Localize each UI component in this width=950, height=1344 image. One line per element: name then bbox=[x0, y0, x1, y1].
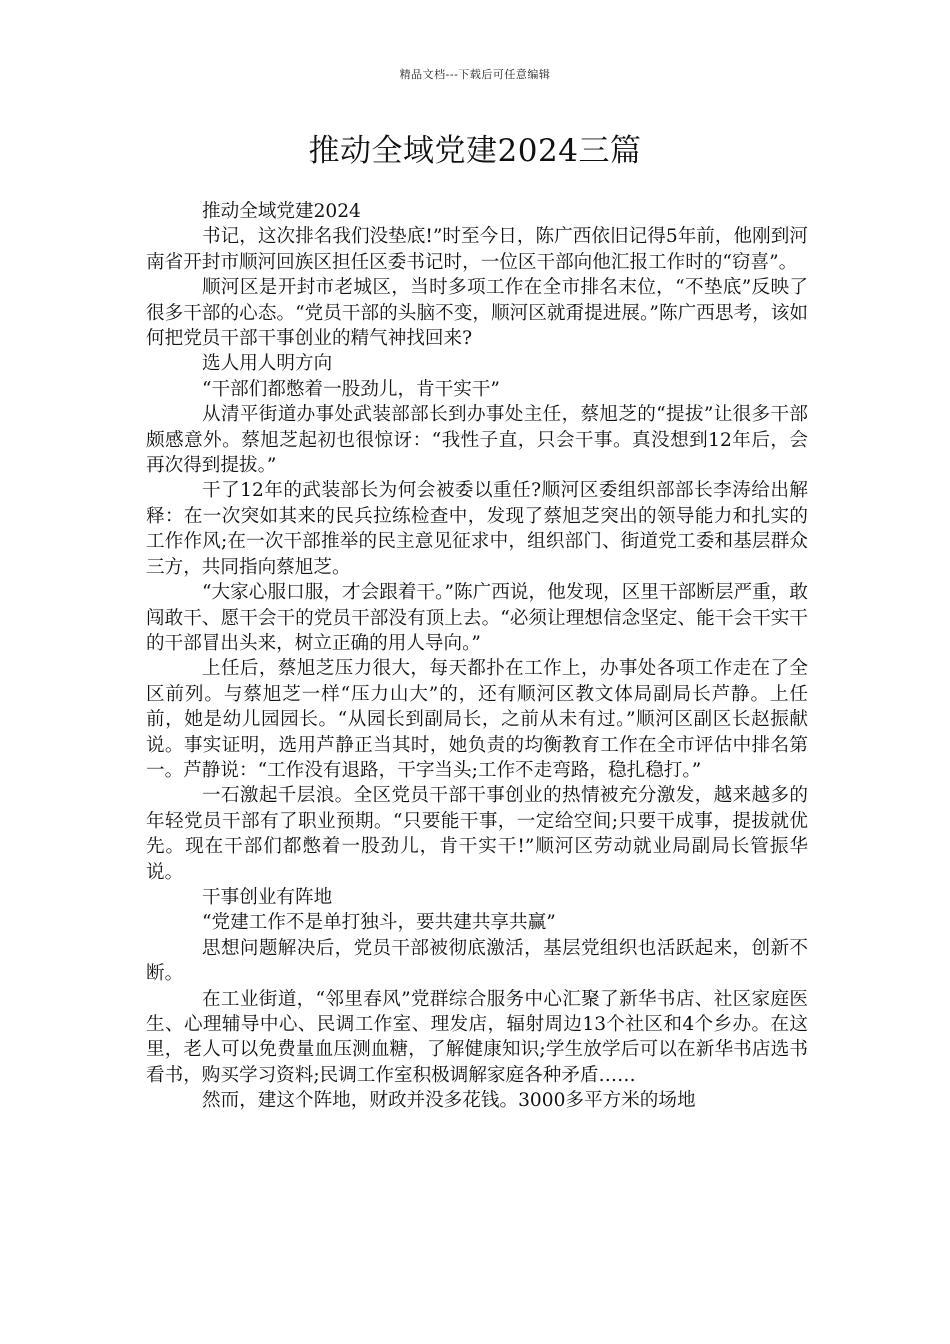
paragraph: 思想问题解决后，党员干部被彻底激活，基层党组织也活跃起来，创新不断。 bbox=[146, 937, 808, 985]
section-heading: 选人用人明方向 bbox=[202, 353, 333, 375]
paragraph: “大家心服口服，才会跟着干。”陈广西说，他发现，区里干部断层严重，敢闯敢干、愿干会干的党员干部没有顶上去。“必须让理想信念坚定、能干会干实干的干部冒出头来，树立正确的用人导向。” bbox=[146, 582, 808, 654]
section-quote: “干部们都憋着一股劲儿，肯干实干” bbox=[202, 378, 500, 400]
paragraph: 上任后，蔡旭芝压力很大，每天都扑在工作上，办事处各项工作走在了全区前列。与蔡旭芝一样“压力山大”的，还有顺河区教文体局副局长芦静。上任前，她是幼儿园园长。“从园长到副局长，之前从未有过。”顺河区副区长赵振献说。事实证明，选用芦静正当其时，她负责的均衡教育工作在全市评估中排名第一。芦静说：“工作没有退路，干字当头;工作不走弯路，稳扎稳打。” bbox=[146, 658, 808, 781]
section-heading: 干事创业有阵地 bbox=[202, 886, 333, 908]
paragraph: 顺河区是开封市老城区，当时多项工作在全市排名末位，“不垫底”反映了很多干部的心态。“党员干部的头脑不变，顺河区就甭提进展。”陈广西思考，该如何把党员干部干事创业的精气神找回来? bbox=[146, 277, 808, 350]
paragraph: 一石激起千层浪。全区党员干部干事创业的热情被充分激发，越来越多的年轻党员干部有了职业预期。“只要能干事，一定给空间;只要干成事，提拔就优先。现在干部们都憋着一股劲儿，肯干实干!”顺河区劳动就业局副局长管振华说。 bbox=[146, 785, 808, 883]
paragraph: 在工业街道，“邻里春风”党群综合服务中心汇聚了新华书店、社区家庭医生、心理辅导中心、民调工作室、理发店，辐射周边13个社区和4个乡办。在这里，老人可以免费量血压测血糖，了解健康知识;学生放学后可以在新华书店选书看书，购买学习资料;民调工作室积极调解家庭各种矛盾…… bbox=[146, 988, 808, 1086]
paragraph: 然而，建这个阵地，财政并没多花钱。3000多平方米的场地 bbox=[202, 1090, 696, 1112]
page-header-note: 精品文档---下载后可任意编辑 bbox=[399, 68, 551, 81]
paragraph: 干了12年的武装部长为何会被委以重任?顺河区委组织部部长李涛给出解释：在一次突如其来的民兵拉练检查中，发现了蔡旭芝突出的领导能力和扎实的工作作风;在一次干部推举的民主意见征求中，组织部门、街道党工委和基层群众三方，共同指向蔡旭芝。 bbox=[146, 480, 808, 578]
document-body bbox=[146, 199, 808, 1114]
paragraph: 从清平街道办事处武装部部长到办事处主任，蔡旭芝的“提拔”让很多干部颇感意外。蔡旭芝起初也很惊讶：“我性子直，只会干事。真没想到12年后，会再次得到提拔。” bbox=[146, 404, 808, 477]
paragraph: 书记，这次排名我们没垫底!”时至今日，陈广西依旧记得5年前，他刚到河南省开封市顺河回族区担任区委书记时，一位区干部向他汇报工作时的“窃喜”。 bbox=[146, 226, 808, 273]
section-quote: “党建工作不是单打独斗，要共建共享共赢” bbox=[202, 912, 556, 934]
paragraph-subtitle: 推动全域党建2024 bbox=[202, 201, 361, 222]
document-title: 推动全域党建2024三篇 bbox=[308, 133, 642, 169]
